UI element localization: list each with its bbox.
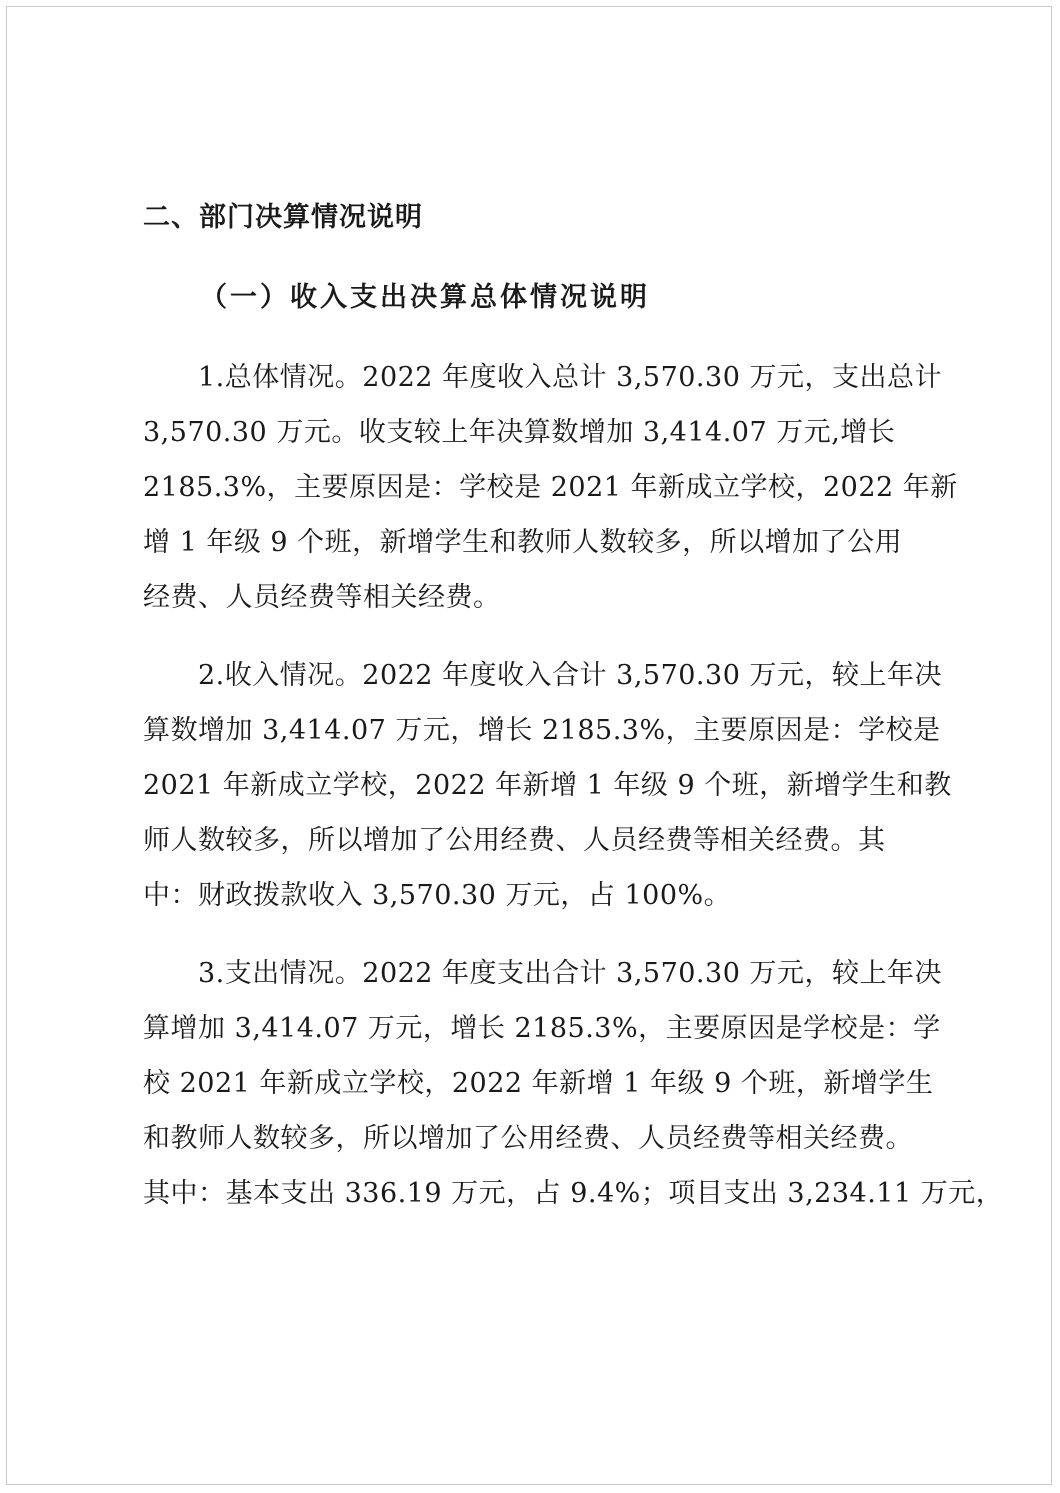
text-line: 经费、人员经费等相关经费。 — [143, 582, 501, 613]
text-line: 2021 年新成立学校，2022 年新增 1 年级 9 个班，新增学生和教 — [143, 770, 952, 801]
text-line: 师人数较多，所以增加了公用经费、人员经费等相关经费。其 — [143, 825, 886, 856]
section-heading: 二、部门决算情况说明 — [143, 202, 423, 233]
subsection-heading: （一）收入支出决算总体情况说明 — [200, 282, 650, 313]
text-line: 2.收入情况。2022 年度收入合计 3,570.30 万元，较上年决 — [198, 660, 942, 691]
text-line: 1.总体情况。2022 年度收入总计 3,570.30 万元，支出总计 — [198, 362, 942, 393]
text-line: 校 2021 年新成立学校，2022 年新增 1 年级 9 个班，新增学生 — [143, 1068, 934, 1099]
text-line: 和教师人数较多，所以增加了公用经费、人员经费等相关经费。 — [143, 1123, 913, 1154]
text-line: 算数增加 3,414.07 万元，增长 2185.3%，主要原因是：学校是 — [143, 715, 941, 746]
text-line: 3,570.30 万元。收支较上年决算数增加 3,414.07 万元,增长 — [143, 417, 896, 448]
text-line: 增 1 年级 9 个班，新增学生和教师人数较多，所以增加了公用 — [143, 527, 903, 558]
text-line: 中：财政拨款收入 3,570.30 万元，占 100%。 — [143, 880, 732, 911]
text-line: 2185.3%，主要原因是：学校是 2021 年新成立学校，2022 年新 — [143, 472, 958, 503]
text-line: 算增加 3,414.07 万元，增长 2185.3%，主要原因是学校是：学 — [143, 1013, 941, 1044]
text-line: 3.支出情况。2022 年度支出合计 3,570.30 万元，较上年决 — [198, 958, 942, 989]
text-line: 其中：基本支出 336.19 万元，占 9.4%；项目支出 3,234.11 万元， — [143, 1178, 1004, 1209]
